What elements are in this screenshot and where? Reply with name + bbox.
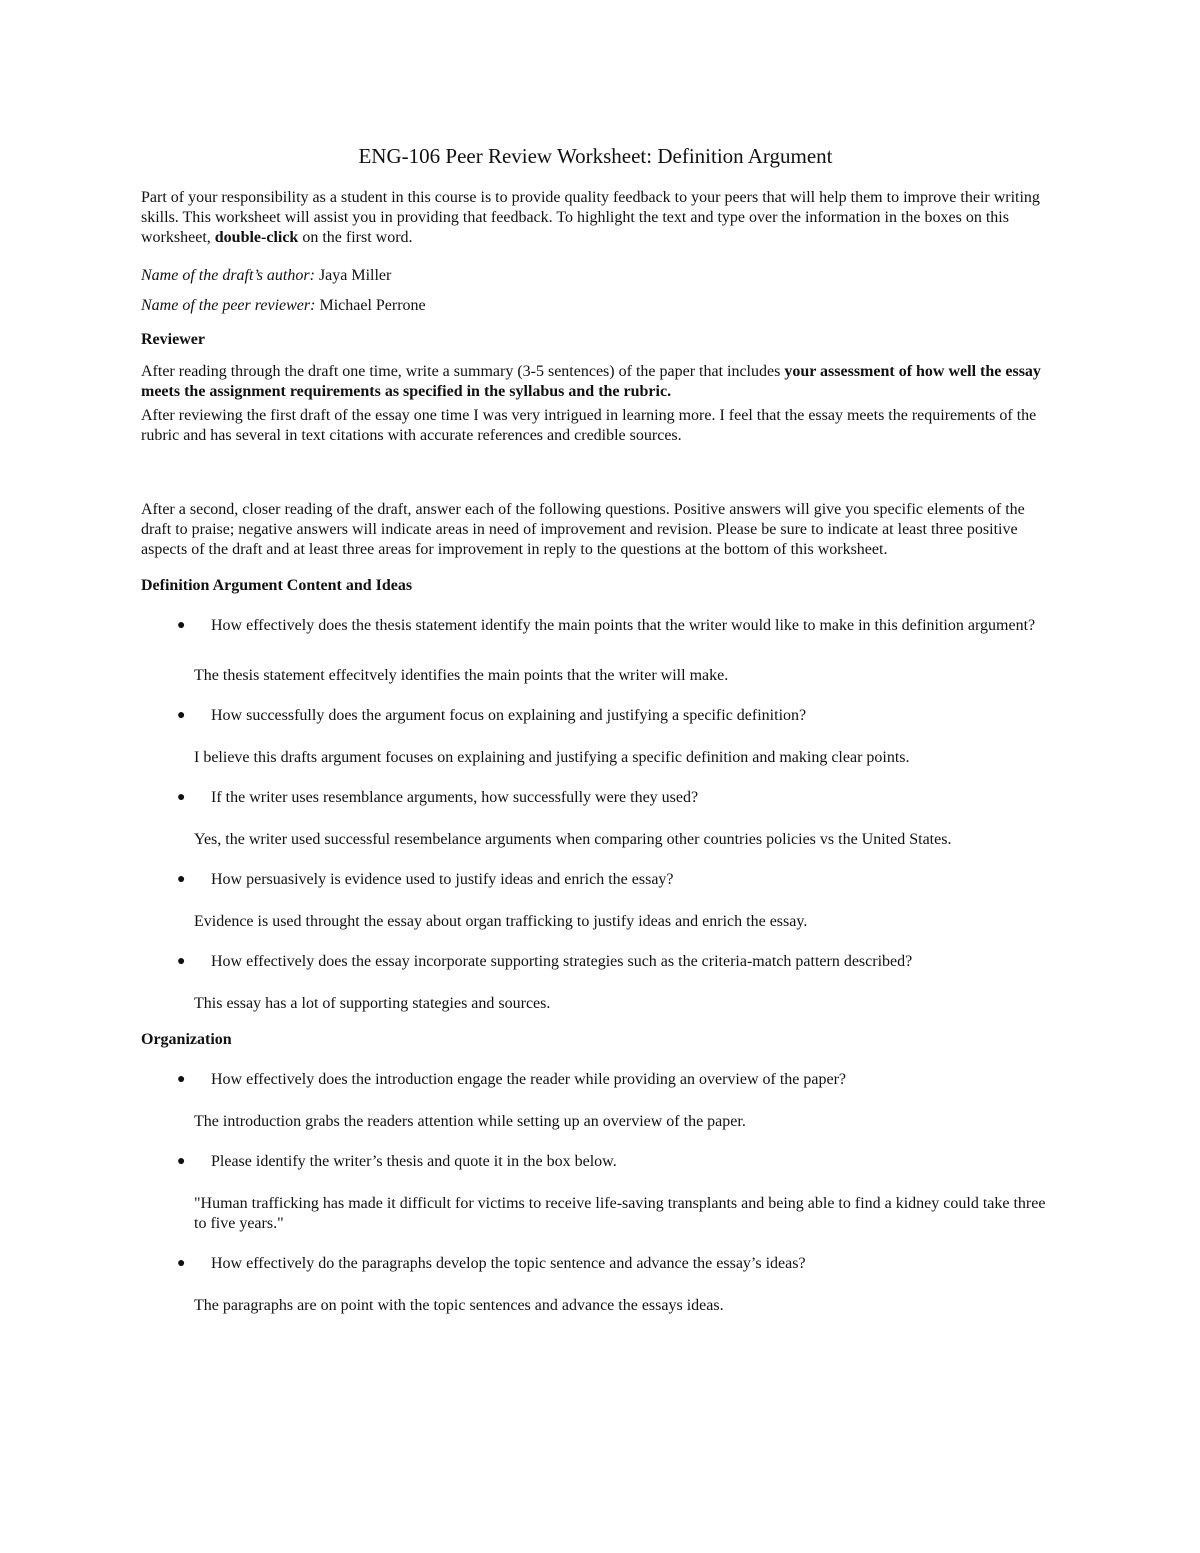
- bullet-icon: ●: [177, 790, 186, 805]
- answer-field[interactable]: Yes, the writer used successful resembelance arguments when comparing other countries policies vs the United States.: [194, 831, 952, 848]
- question-text: How successfully does the argument focus on explaining and justifying a specific definition?: [211, 707, 807, 724]
- author-line: [141, 266, 1050, 286]
- question-item: [141, 1070, 1050, 1090]
- bullet-icon: ●: [177, 1256, 186, 1271]
- summary-answer[interactable]: After reviewing the first draft of the essay one time I was very intrigued in learning more. I feel that the essay meets the requirements of the rubric and has several in text citations with accurate references and credible sources.: [141, 407, 1037, 444]
- bullet-icon: ●: [177, 872, 186, 887]
- question-text: If the writer uses resemblance arguments, how successfully were they used?: [211, 789, 699, 806]
- reviewer-name-line: [141, 296, 1050, 316]
- question-item: [141, 706, 1050, 726]
- question-item: [141, 952, 1050, 972]
- summary-prompt-bold: your assessment of how well the essay meets the assignment requirements as specified in the syllabus and the rubric.: [141, 363, 1041, 400]
- question-item: [141, 788, 1050, 808]
- summary-prompt-text: After reading through the draft one time, write a summary (3-5 sentences) of the paper that includes: [141, 363, 785, 380]
- author-value[interactable]: Jaya Miller: [318, 267, 392, 284]
- question-text: How effectively does the essay incorporate supporting strategies such as the criteria-match pattern described?: [211, 953, 913, 970]
- question-item: [141, 1254, 1050, 1274]
- organization-heading: Organization: [141, 1031, 232, 1048]
- content-question-list: [141, 616, 1050, 1014]
- answer-field[interactable]: The paragraphs are on point with the topic sentences and advance the essays ideas.: [194, 1297, 724, 1314]
- question-text: How effectively does the introduction engage the reader while providing an overview of the paper?: [211, 1071, 847, 1088]
- summary-prompt: [141, 362, 1050, 402]
- answer-field[interactable]: The introduction grabs the readers attention while setting up an overview of the paper.: [194, 1113, 746, 1130]
- intro-text-after: on the first word.: [298, 229, 413, 246]
- question-item: [141, 1152, 1050, 1172]
- question-text: How effectively does the thesis statement identify the main points that the writer would like to make in this definition argument?: [211, 617, 1036, 634]
- bullet-icon: ●: [177, 1072, 186, 1087]
- bullet-icon: ●: [177, 618, 186, 633]
- bullet-icon: ●: [177, 954, 186, 969]
- instructions-paragraph: After a second, closer reading of the draft, answer each of the following questions. Positive answers will give you specific elements of the draft to praise; negative answers will indicate areas in need of improvement and revision. Please be sure to indicate at least three positive aspects of the draft and at least three areas for improvement in reply to the questions at the bottom of this worksheet.: [141, 501, 1025, 558]
- question-text: How persuasively is evidence used to justify ideas and enrich the essay?: [211, 871, 674, 888]
- answer-field[interactable]: Evidence is used throught the essay about organ trafficking to justify ideas and enrich the essay.: [194, 913, 808, 930]
- intro-paragraph: [141, 188, 1050, 248]
- answer-field[interactable]: "Human trafficking has made it difficult for victims to receive life-saving transplants and being able to find a kidney could take three to five years.": [194, 1195, 1046, 1232]
- question-item: [141, 616, 1050, 636]
- question-item: [141, 870, 1050, 890]
- intro-bold-instruction: double-click: [214, 229, 299, 246]
- answer-field[interactable]: This essay has a lot of supporting stategies and sources.: [194, 995, 551, 1012]
- answer-field[interactable]: The thesis statement effecitvely identifies the main points that the writer will make.: [194, 667, 729, 684]
- author-label: Name of the draft’s author:: [141, 267, 315, 284]
- reviewer-heading: Reviewer: [141, 331, 205, 348]
- question-text: How effectively do the paragraphs develop the topic sentence and advance the essay’s ideas?: [211, 1255, 806, 1272]
- content-ideas-heading: Definition Argument Content and Ideas: [141, 577, 413, 594]
- intro-text-before: Part of your responsibility as a student in this course is to provide quality feedback to your peers that will help them to improve their writing skills. This worksheet will assist you in providing that feedback. To highlight the text and type over the information in the boxes on this worksheet,: [141, 189, 1040, 246]
- organization-question-list: [141, 1070, 1050, 1316]
- bullet-icon: ●: [177, 1154, 186, 1169]
- page-title: ENG-106 Peer Review Worksheet: Definition Argument: [358, 144, 833, 168]
- bullet-icon: ●: [177, 708, 186, 723]
- reviewer-name-label: Name of the peer reviewer:: [141, 297, 316, 314]
- reviewer-name-value[interactable]: Michael Perrone: [319, 297, 426, 314]
- answer-field[interactable]: I believe this drafts argument focuses on explaining and justifying a specific definition and making clear points.: [194, 749, 910, 766]
- question-text: Please identify the writer’s thesis and quote it in the box below.: [211, 1153, 617, 1170]
